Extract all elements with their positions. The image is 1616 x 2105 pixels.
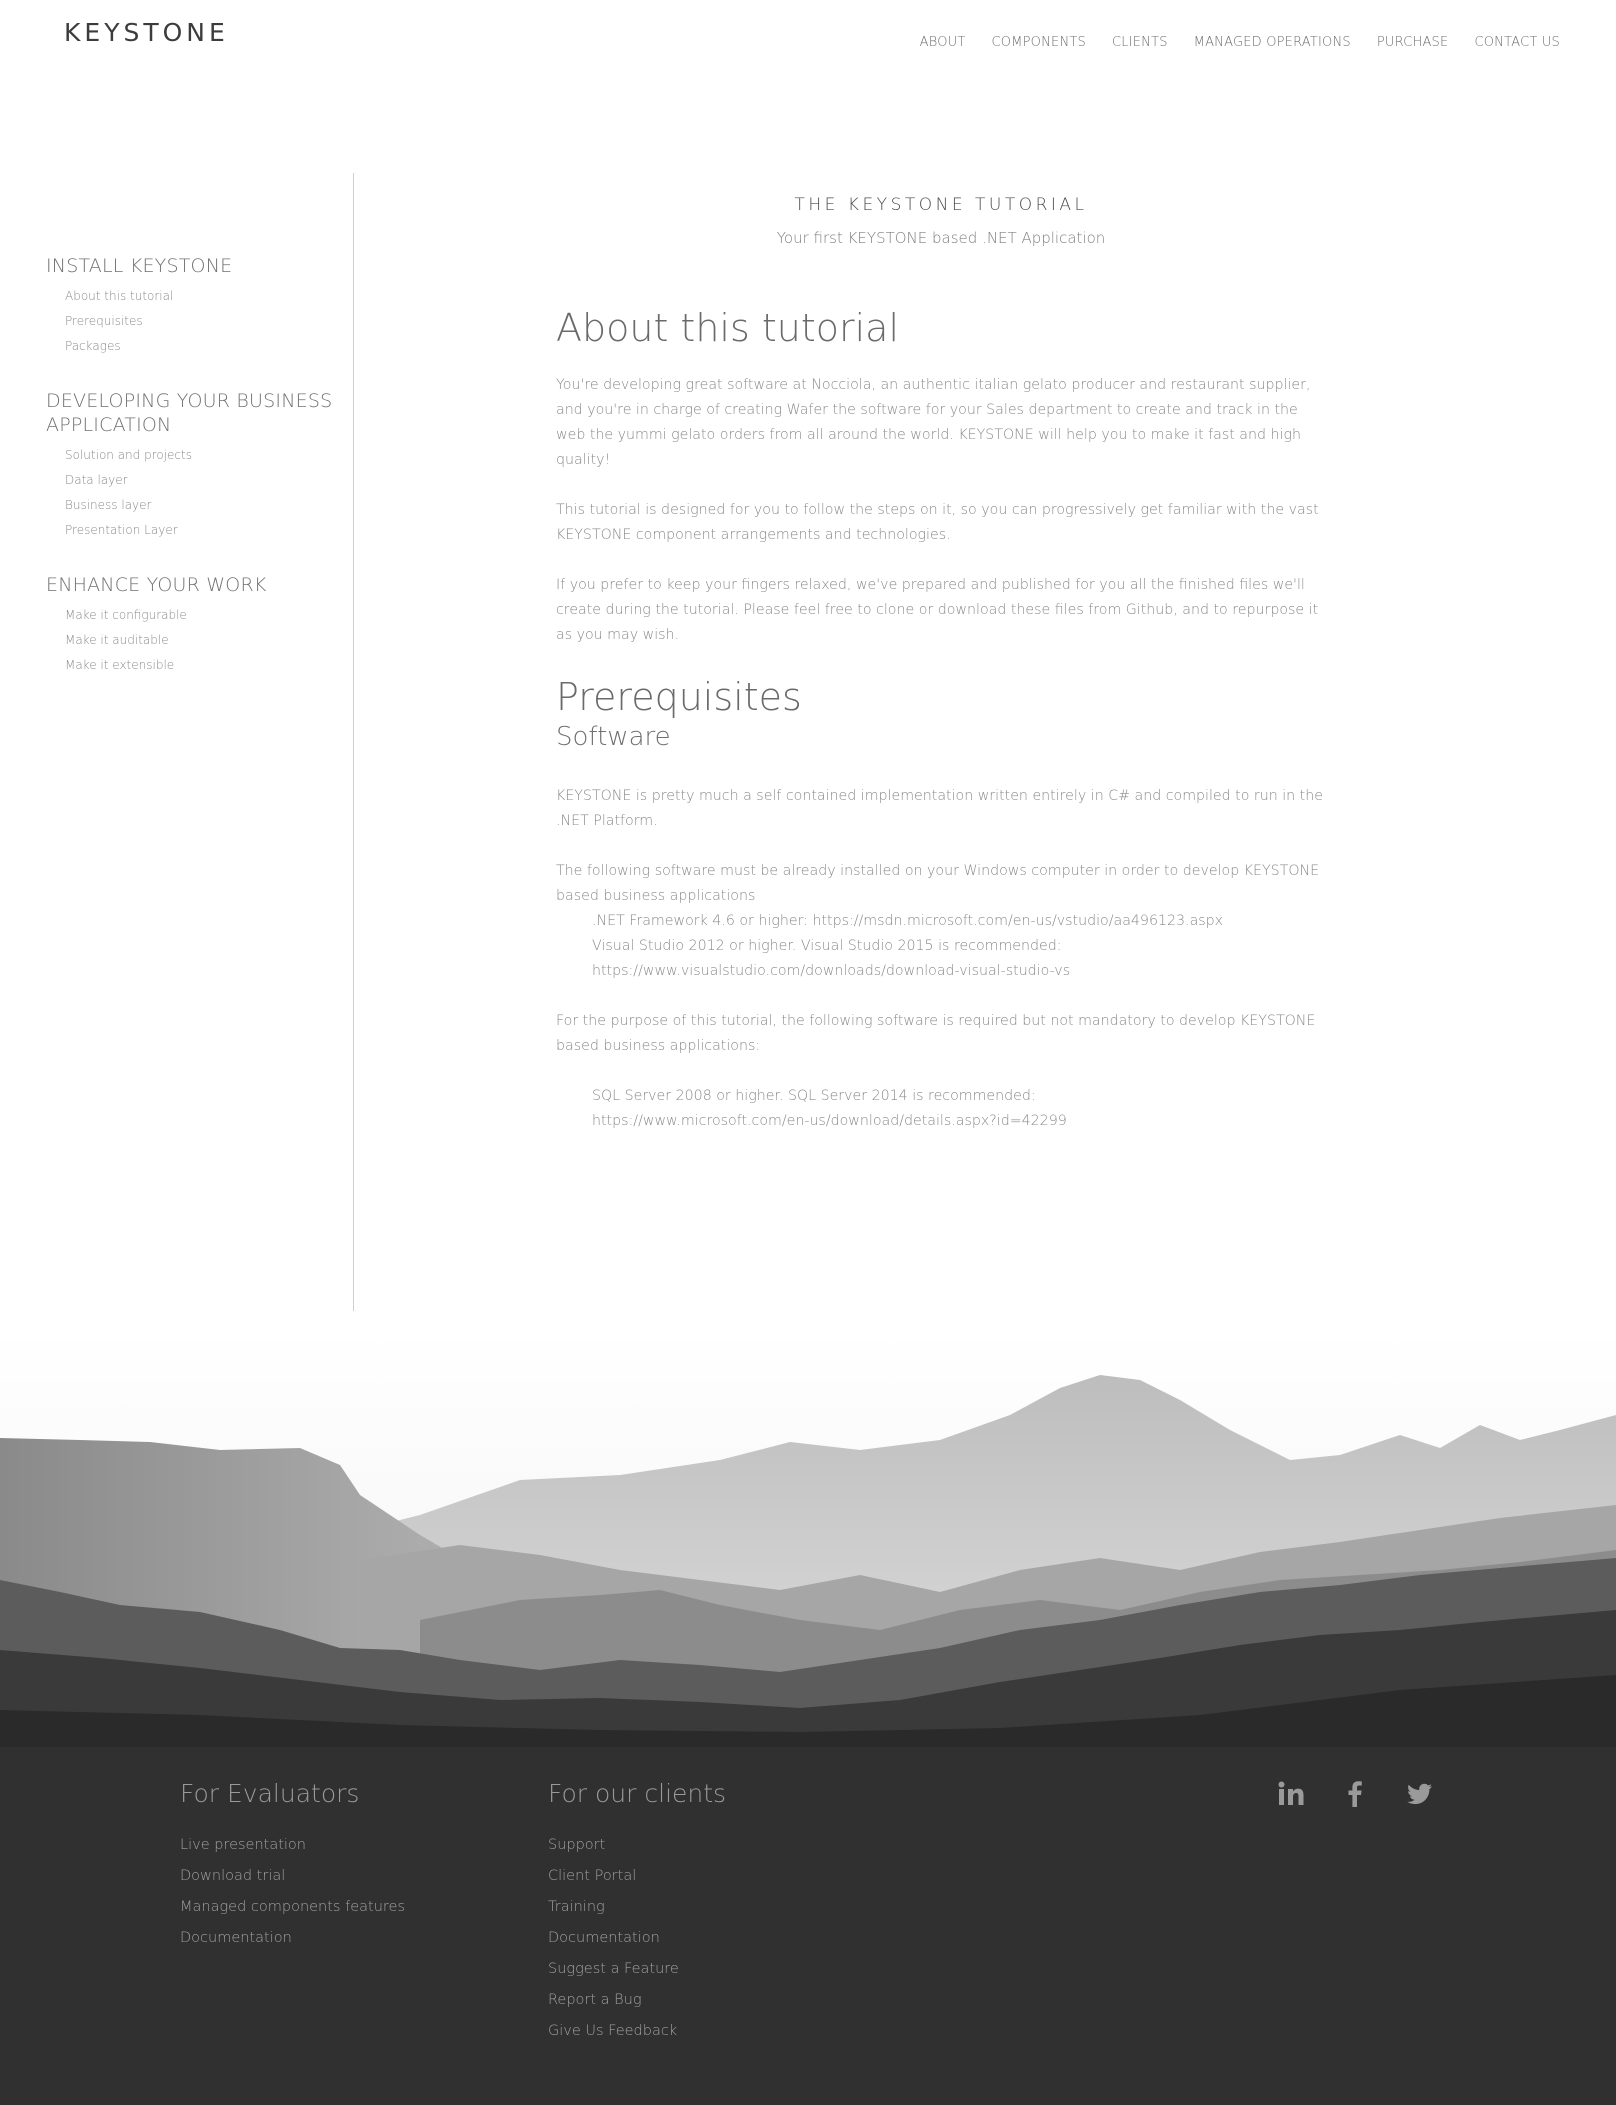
social-links [1276, 1779, 1434, 1809]
footer-link-report-bug[interactable]: Report a Bug [548, 1992, 642, 2008]
software-paragraph: For the purpose of this tutorial, the following software is required but not mandatory to develop KEYSTONE based business applications: [556, 1013, 1316, 1054]
footer-link-suggest-feature[interactable]: Suggest a Feature [548, 1961, 679, 1977]
footer-clients [548, 1779, 726, 2047]
about-paragraph: You're developing great software at Nocciola, an authentic italian gelato producer and restaurant supplier, and you're in charge of creating Wafer the software for your Sales department to create and track in the web the yummi gelato orders from all around the world. KEYSTONE will help you to make it fast and high quality! [556, 377, 1311, 468]
sidebar-item-presentation-layer[interactable]: Presentation Layer [65, 523, 178, 537]
nav-purchase[interactable]: PURCHASE [1376, 35, 1449, 50]
footer-link-managed-components[interactable]: Managed components features [180, 1899, 406, 1915]
footer-link-training[interactable]: Training [548, 1899, 605, 1915]
sidebar-item-prerequisites[interactable]: Prerequisites [65, 314, 143, 328]
footer-evaluators [180, 1779, 405, 1954]
page-title: THE KEYSTONE TUTORIAL [794, 195, 1088, 215]
sidebar-heading[interactable]: INSTALL KEYSTONE [46, 255, 233, 277]
software-heading: Software [556, 722, 671, 752]
top-nav [894, 35, 1560, 50]
sidebar-item-about-tutorial[interactable]: About this tutorial [65, 289, 174, 303]
optional-sql-server-link[interactable]: https://www.microsoft.com/en-us/download/details.aspx?id=42299 [592, 1113, 1067, 1129]
software-paragraph: The following software must be already installed on your Windows computer in order to develop KEYSTONE based business applications [556, 863, 1320, 904]
mountain-landscape-image [0, 1330, 1616, 1748]
page-subtitle: Your first KEYSTONE based .NET Application [776, 229, 1106, 247]
sidebar-item-auditable[interactable]: Make it auditable [65, 633, 169, 647]
sidebar-item-packages[interactable]: Packages [65, 339, 121, 353]
sidebar-item-configurable[interactable]: Make it configurable [65, 608, 187, 622]
requirement-dotnet: .NET Framework 4.6 or higher: https://msdn.microsoft.com/en-us/vstudio/aa496123.aspx [592, 913, 1224, 929]
footer-link-client-portal[interactable]: Client Portal [548, 1868, 637, 1884]
site-logo[interactable]: KEYSTONE [64, 18, 229, 47]
sidebar-group-developing [46, 389, 346, 543]
nav-contact-us[interactable]: CONTACT US [1474, 35, 1560, 50]
footer-link-live-presentation[interactable]: Live presentation [180, 1837, 306, 1853]
sidebar-item-extensible[interactable]: Make it extensible [65, 658, 175, 672]
sidebar-group-install [46, 254, 346, 359]
nav-components[interactable]: COMPONENTS [991, 35, 1086, 50]
footer-heading: For our clients [548, 1779, 727, 1808]
footer-link-download-trial[interactable]: Download trial [180, 1868, 286, 1884]
footer-link-support[interactable]: Support [548, 1837, 606, 1853]
sidebar-item-solution-projects[interactable]: Solution and projects [65, 448, 192, 462]
requirement-visual-studio: Visual Studio 2012 or higher. Visual Studio 2015 is recommended: [592, 938, 1062, 954]
software-paragraph: KEYSTONE is pretty much a self contained implementation written entirely in C# and compiled to run in the .NET Platform. [556, 788, 1323, 829]
footer-link-give-feedback[interactable]: Give Us Feedback [548, 2023, 678, 2039]
sidebar-heading[interactable]: DEVELOPING YOUR BUSINESS APPLICATION [46, 390, 333, 436]
optional-sql-server: SQL Server 2008 or higher. SQL Server 2014 is recommended: [592, 1088, 1036, 1104]
requirement-visual-studio-link[interactable]: https://www.visualstudio.com/downloads/download-visual-studio-vs [592, 963, 1071, 979]
sidebar-heading[interactable]: ENHANCE YOUR WORK [46, 574, 267, 596]
footer-link-documentation[interactable]: Documentation [180, 1930, 292, 1946]
prerequisites-heading: Prerequisites [556, 675, 802, 719]
tutorial-content [556, 195, 1326, 1134]
tutorial-sidebar [46, 254, 346, 708]
twitter-icon[interactable] [1404, 1779, 1434, 1809]
nav-clients[interactable]: CLIENTS [1111, 35, 1168, 50]
sidebar-group-enhance [46, 573, 346, 678]
linkedin-icon[interactable] [1276, 1779, 1306, 1809]
about-paragraph: If you prefer to keep your fingers relaxed, we've prepared and published for you all the finished files we'll create during the tutorial. Please feel free to clone or download these files from Github, and to repurpose it as you may wish. [556, 577, 1319, 643]
nav-managed-operations[interactable]: MANAGED OPERATIONS [1193, 35, 1351, 50]
about-paragraph: This tutorial is designed for you to follow the steps on it, so you can progressively get familiar with the vast KEYSTONE component arrangements and technologies. [556, 502, 1319, 543]
site-footer [0, 1747, 1616, 2105]
footer-heading: For Evaluators [180, 1779, 360, 1808]
facebook-icon[interactable] [1340, 1779, 1370, 1809]
footer-link-documentation[interactable]: Documentation [548, 1930, 660, 1946]
sidebar-item-business-layer[interactable]: Business layer [65, 498, 152, 512]
about-heading: About this tutorial [556, 306, 900, 350]
sidebar-divider [353, 173, 354, 1311]
nav-about[interactable]: ABOUT [919, 35, 966, 50]
sidebar-item-data-layer[interactable]: Data layer [65, 473, 128, 487]
